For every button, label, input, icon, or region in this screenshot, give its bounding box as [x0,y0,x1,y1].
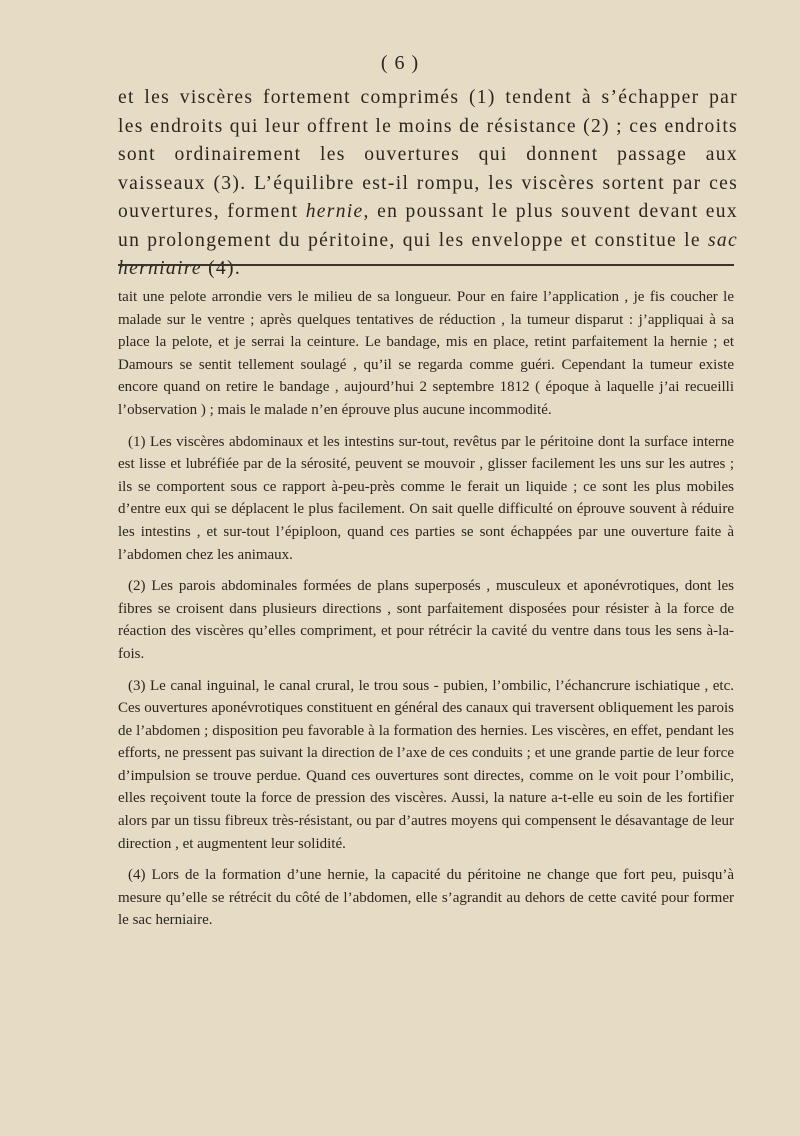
main-text-part2: , en poussant le plus souvent devant eux un prolongement du péritoine, qui les enveloppe et constitue le [118,201,738,251]
footnote-1: (1) Les viscères abdominaux et les intestins sur-tout, revêtus par le péritoine dont la surface interne est lisse et lubréfiée par de la sérosité, peuvent se mouvoir , glisser facilement les uns sur les autres ; ils se comportent sous ce rapport à-peu-près comme le ferait un liquide ; ce sont les plus mobiles d’entre eux qui se déplacent le plus facilement. On sait quelle difficulté on éprouve souvent à réduire les intestins , et sur-tout l’épiploon, quand ces parties se sont échappées par une ouverture faite à l’abdomen chez les animaux. [118,433,734,563]
footnotes [118,286,734,941]
footnote-continuation: tait une pelote arrondie vers le milieu de sa longueur. Pour en faire l’application , je fis coucher le malade sur le ventre ; après quelques tentatives de réduction , la tumeur disparut : j’appliquai à sa place la pelote, et je serrai la ceinture. Le bandage, mis en place, retint parfaitement la hernie ; et Damours se sentit tellement soulagé , qu’il se regarda comme guéri. Cependant la tumeur existe encore quand on retire le bandage , aujourd’hui 2 septembre 1812 ( époque à laquelle j’ai recueilli l’observation ) ; mais le malade n’en éprouve plus aucune incommodité. [118,289,734,418]
main-text-part3: (4). [201,258,242,279]
main-text [118,84,738,284]
main-paragraph [118,84,738,284]
main-text-part1: et les viscères fortement comprimés (1) tendent à s’échapper par les endroits qui leur offrent le moins de résistance (2) ; ces endroits sont ordinairement les ouvertures qui donnent passage aux vaisseaux (3). L’équilibre est-il rompu, les viscères sortent par ces ouvertures, forment [118,87,738,222]
footnote-2: (2) Les parois abdominales formées de plans superposés , musculeux et aponévrotiques, dont les fibres se croisent dans plusieurs directions , sont parfaitement disposées pour résister à la force de réaction des viscères qu’elles compriment, et pour rétrécir la cavité du ventre dans tous les sens à-la-fois. [118,578,734,662]
page-number: ( 6 ) [380,52,420,74]
footnote-4: (4) Lors de la formation d’une hernie, la capacité du péritoine ne change que fort peu, puisqu’à mesure qu’elle se rétrécit du côté de l’abdomen, elle s’agrandit au dehors de cette cavité pour former le sac herniaire. [118,867,734,929]
footnote-rule [118,264,734,266]
footnote-3: (3) Le canal inguinal, le canal crural, le trou sous - pubien, l’ombilic, l’échancrure ischiatique , etc. Ces ouvertures aponévrotiques constituent en général des canaux qui traversent obliquement les parois de l’abdomen ; disposition peu favorable à la formation des hernies. Les viscères, en effet, pendant les efforts, ne pressent pas suivant la direction de l’axe de ces conduits ; et une grande partie de leur force d’impulsion se trouve perdue. Quand ces ouvertures sont directes, comme on le voit pour l’ombilic, elles reçoivent toute la force de pression des viscères. Aussi, la nature a-t-elle eu soin de les fortifier alors par un tissu fibreux très-résistant, ou par d’autres moyens qui compensent le désavantage de leur direction , et augmentent leur solidité. [118,677,734,852]
term-hernie: hernie [305,201,364,222]
term-sac-herniaire: sac herniaire [118,229,738,279]
